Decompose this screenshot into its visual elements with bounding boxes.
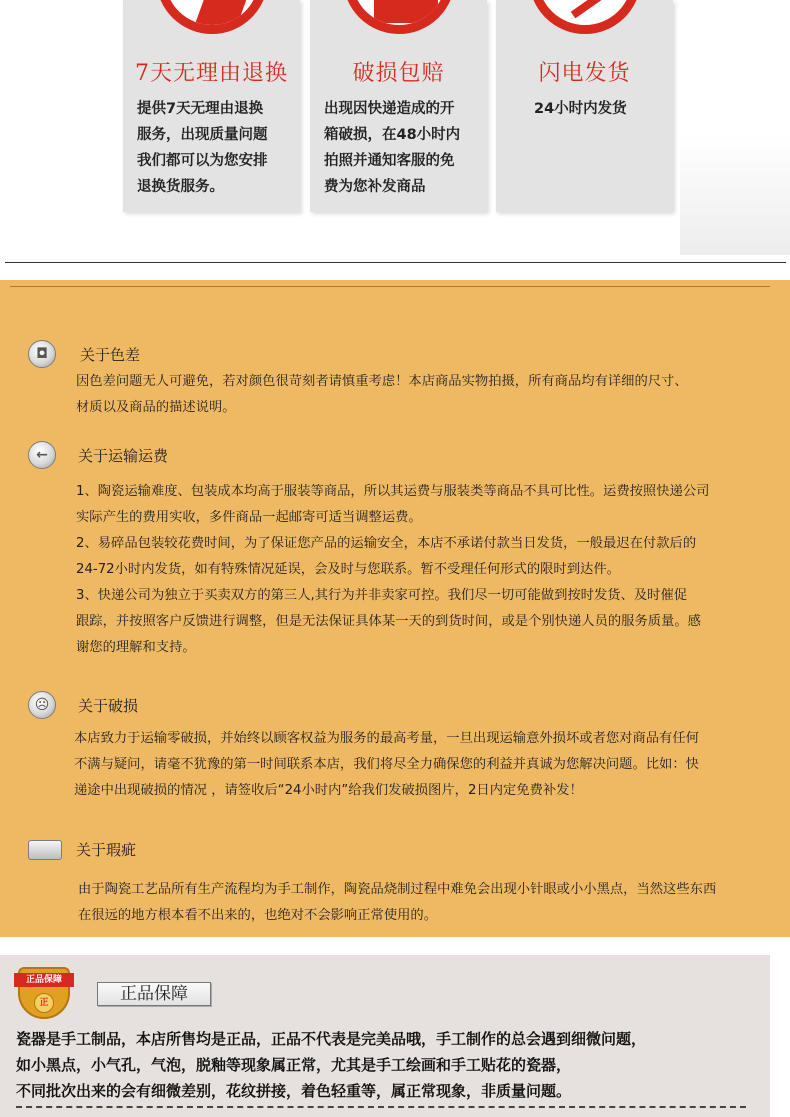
service-card-desc: 24小时内发货 — [534, 101, 627, 117]
service-card-title: 闪电发货 — [538, 61, 631, 86]
card-reflection — [680, 135, 790, 255]
guarantee-title: 正品保障 — [97, 982, 211, 1006]
service-card-desc: 提供7天无理由退换 服务，出现质量问题 我们都可以为您安排 退换货服务。 — [137, 101, 268, 195]
section-flaw-text: 由于陶瓷工艺品所有生产流程均为手工制作，陶瓷品烧制过程中难免会出现小针眼或小小黑点，当然这些东西 在很远的地方根本看不出来的，也绝对不会影响正常使用的。 — [78, 882, 717, 923]
arrow-left-icon: ← — [28, 441, 56, 469]
guarantee-text: 瓷器是手工制品，本店所售均是正品，正品不代表是完美品哦，手工制作的总会遇到细微问题， 如小黑点，小气孔，气泡，脱釉等现象属正常，尤其是手工绘画和手工贴花的瓷器， 不同批次出来的会有细微差别，花纹拼接，着色轻重等，属正常现象，非质量问题。 — [16, 1030, 647, 1100]
section-title: 关于瑕疵 — [76, 841, 137, 859]
dashed-divider — [16, 1106, 746, 1108]
section-damage-header — [28, 691, 138, 719]
guarantee-badge-icon: 正品保障 正 — [14, 961, 74, 1021]
service-card-title: 破损包赔 — [352, 61, 445, 86]
section-shipping-text: 1、陶瓷运输难度、包装成本均高于服装等商品，所以其运费与服装类等商品不具可比性。运费按照快递公司 实际产生的费用实收，多件商品一起邮寄可适当调整运费。 2、易碎品包装较花费时间，为了保证您产品的运输安全，本店不承诺付款当日发货，一般最迟在付款后的 24-72小时内发货，如有特殊情况延误，会及时与您联系。暂不受理任何形式的限时到达件。 3、快递公司为独立于买卖双方的第三人,其行为并非卖家可控。我们尽一切可能做到按时发货、及时催促 跟踪，并按照客户反馈进行调整，但是无法保证具体某一天的到货时间，或是个别快递人员的服务质量。感 谢您的理解和支持。 — [76, 484, 710, 655]
section-title: 关于破损 — [78, 696, 139, 715]
divider — [5, 262, 786, 263]
panel-top-rule — [10, 286, 770, 287]
return-icon — [156, 0, 268, 34]
bar-icon — [28, 840, 62, 860]
section-shipping-header — [28, 441, 168, 469]
service-card-title: 7天无理由退换 — [135, 61, 288, 86]
service-card-desc: 出现因快递造成的开 箱破损，在48小时内 拍照并通知客服的免 费为您补发商品 — [324, 101, 461, 195]
service-card-shipping — [496, 0, 673, 212]
section-title: 关于运输运费 — [78, 446, 169, 465]
section-color-text: 因色差问题无人可避免，若对颜色很苛刻者请慎重考虑！本店商品实物拍摄，所有商品均有详细的尺寸、 材质以及商品的描述说明。 — [76, 374, 688, 415]
camera-icon: ◘ — [28, 340, 56, 368]
lightning-icon — [529, 0, 641, 34]
service-cards-section — [0, 0, 790, 262]
service-card-damage — [310, 0, 487, 212]
service-card-return — [123, 0, 300, 212]
section-flaw-header — [28, 839, 136, 860]
damage-compensation-icon — [343, 0, 455, 34]
info-panel — [0, 280, 790, 937]
sad-face-icon: ☹ — [28, 691, 56, 719]
section-color-header — [28, 340, 140, 368]
section-title: 关于色差 — [80, 345, 141, 364]
section-damage-text: 本店致力于运输零破损，并始终以顾客权益为服务的最高考量，一旦出现运输意外损坏或者您对商品有任何 不满与疑问，请毫不犹豫的第一时间联系本店，我们将尽全力确保您的利益并真诚为您解决问题。比如：快 递途中出现破损的情况 ，请签收后“24小时内”给我们发破损图片，2日内定免费补发！ — [74, 731, 699, 798]
